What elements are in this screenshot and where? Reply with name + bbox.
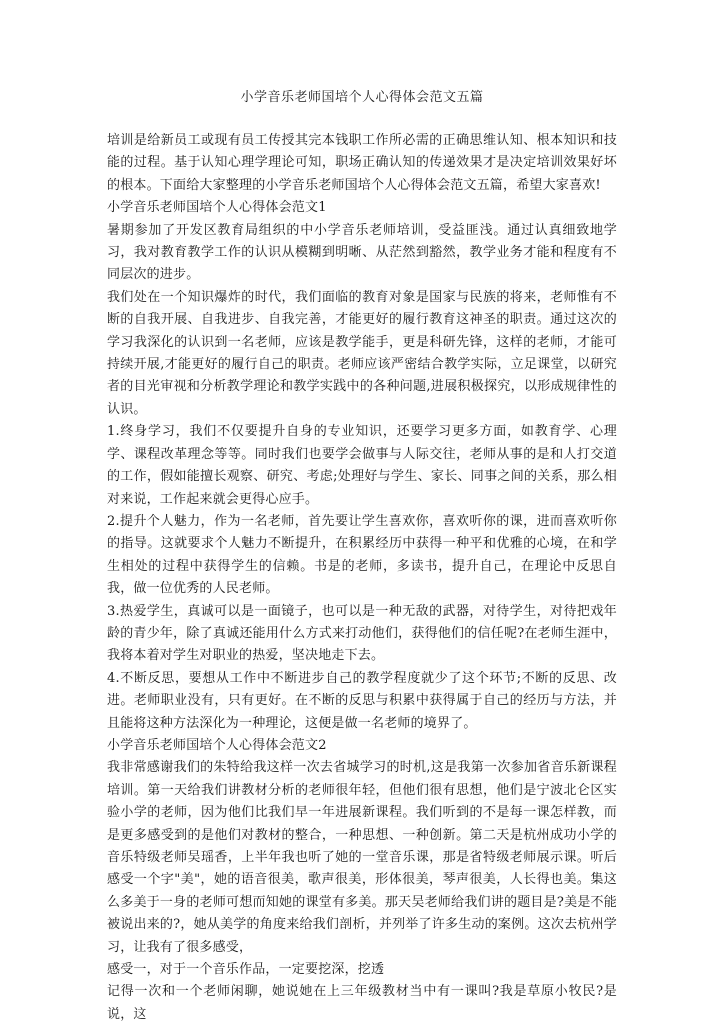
section-1-paragraph-4: 2.提升个人魅力，作为一名老师，首先要让学生喜欢你，喜欢听你的课，进而喜欢听你的指导。这就要求个人魅力不断提升，在积累经历中获得一种平和优雅的心境，在和学生相处的过程中获得学生的信赖。书是的老师，多读书，提升自己，在理论中反思自我，做一位优秀的人民老师。 — [107, 513, 617, 597]
section-1-paragraph-1: 暑期参加了开发区教育局组织的中小学音乐老师培训，受益匪浅。通过认真细致地学习，我对教育教学工作的认识从模糊到明晰、从茫然到豁然，教学业务才能和程度有不同层次的进步。 — [107, 222, 617, 283]
section-1-paragraph-6: 4.不断反思，要想从工作中不断进步自己的教学程度就少了这个环节;不断的反思、改进。老师职业没有，只有更好。在不断的反思与积累中获得属于自己的经历与方法，并且能将这种方法深化为一种理论，这便是做一名老师的境界了。 — [107, 670, 617, 731]
section-1-heading: 小学音乐老师国培个人心得体会范文1 — [107, 200, 327, 216]
document-page — [107, 88, 617, 1026]
section-2-heading: 小学音乐老师国培个人心得体会范文2 — [107, 737, 327, 753]
section-1-paragraph-5: 3.热爱学生，真诚可以是一面镜子，也可以是一种无敌的武器，对待学生，对待把戏年龄的青少年，除了真诚还能用什么方式来打动他们，获得他们的信任呢?在老师生涯中，我将本着对学生对职业的热爱，坚决地走下去。 — [107, 603, 617, 664]
section-2-paragraph-1: 我非常感谢我们的朱特给我这样一次去省城学习的时机,这是我第一次参加省音乐新课程培训。第一天给我们讲教材分析的老师很年轻，但他们很有思想，他们是宁波北仑区实验小学的老师，因为他们比我们早一年进展新课程。我们听到的不是每一课怎样教，而是更多感受到的是他们对教材的整合，一种思想、一种创新。第二天是杭州成功小学的音乐特级老师吴瑶香，上半年我也听了她的一堂音乐课，那是省特级老师展示课。听后感受一个字"美"，她的语音很美，歌声很美，形体很美，琴声很美，人长得也美。集这么多美于一身的老师可想而知她的课堂有多美。那天吴老师给我们讲的题目是?美是不能被说出来的?，她从美学的角度来给我们剖析，并列举了许多生动的案例。这次去杭州学习，让我有了很多感受， — [107, 760, 617, 955]
section-2-paragraph-2: 感受一，对于一个音乐作品，一定要挖深，挖透 — [107, 962, 385, 978]
section-1-paragraph-3: 1.终身学习，我们不仅要提升自身的专业知识，还要学习更多方面，如教育学、心理学、课程改革理念等等。同时我们也要学会做事与人际交往，老师从事的是和人打交道的工作，假如能擅长观察、研究、考虑;处理好与学生、家长、同事之间的关系，那么相对来说，工作起来就会更得心应手。 — [107, 424, 617, 507]
section-2-paragraph-3: 记得一次和一个老师闲聊，她说她在上三年级教材当中有一课叫?我是草原小牧民?是说，这 — [107, 984, 617, 1022]
document-title: 小学音乐老师国培个人心得体会范文五篇 — [240, 90, 484, 105]
intro-paragraph: 培训是给新员工或现有员工传授其完本钱职工作所必需的正确思维认知、根本知识和技能的过程。基于认知心理学理论可知，职场正确认知的传递效果才是决定培训效果好坏的根本。下面给大家整理的小学音乐老师国培个人心得体会范文五篇，希望大家喜欢! — [107, 133, 617, 193]
section-1-paragraph-2: 我们处在一个知识爆炸的时代，我们面临的教育对象是国家与民族的将来，老师惟有不断的自我开展、自我进步、自我完善，才能更好的履行教育这神圣的职责。通过这次的学习我深化的认识到一名老师，应该是教学能手，更是科研先锋，这样的老师，才能可持续开展,才能更好的履行自己的职责。老师应该严密结合教学实际，立足课堂，以研究者的目光审视和分析教学理论和教学实践中的各种问题,进展积极探究，以形成规律性的认识。 — [107, 289, 617, 417]
